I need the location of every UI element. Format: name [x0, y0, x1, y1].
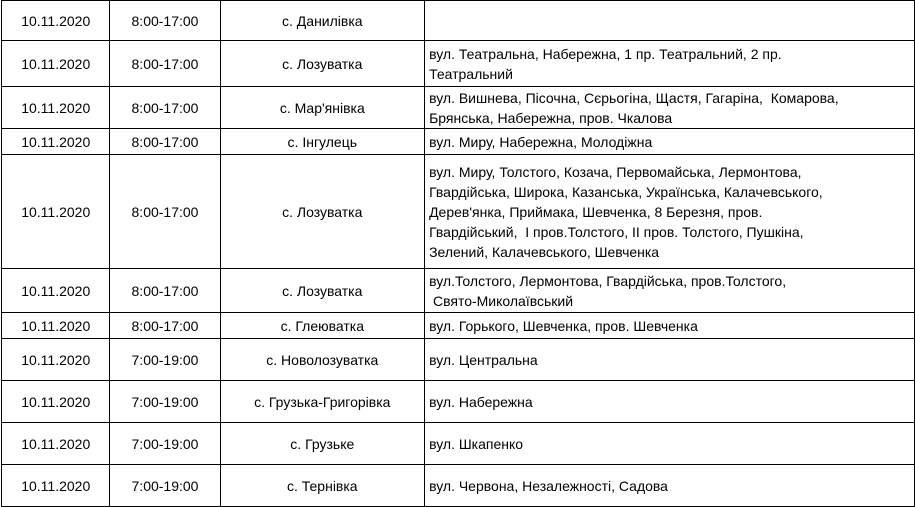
date-cell: 10.11.2020 [2, 1, 110, 41]
time-cell: 8:00-17:00 [110, 41, 220, 87]
streets-cell: вул. Театральна, Набережна, 1 пр. Театральний, 2 пр. Театральний [425, 41, 915, 87]
date-cell: 10.11.2020 [2, 313, 110, 339]
time-cell: 8:00-17:00 [110, 129, 220, 155]
streets-cell: вул. Набережна [425, 381, 915, 423]
table-row [2, 313, 915, 339]
table-row [2, 1, 915, 41]
place-cell: с. Інгулець [220, 129, 425, 155]
time-cell: 8:00-17:00 [110, 155, 220, 269]
streets-cell [425, 1, 915, 41]
time-cell: 7:00-19:00 [110, 339, 220, 381]
place-cell: с. Лозуватка [220, 269, 425, 313]
table-row [2, 41, 915, 87]
date-cell: 10.11.2020 [2, 41, 110, 87]
place-cell: с. Лозуватка [220, 155, 425, 269]
table-row [2, 339, 915, 381]
streets-cell: вул. Миру, Толстого, Козача, Первомайська, Лермонтова, Гвардійська, Широка, Казанська, Українська, Калачевського, Дерев'янка, Приймака, Шевченка, 8 Березня, пров. Гвардійський, І пров.Толстого, ІІ пров. Толстого, Пушкіна, Зелений, Калачевського, Шевченка [425, 155, 915, 269]
place-cell: с. Новолозуватка [220, 339, 425, 381]
streets-cell: вул.Толстого, Лермонтова, Гвардійська, пров.Толстого, Свято-Миколаївський [425, 269, 915, 313]
date-cell: 10.11.2020 [2, 87, 110, 129]
place-cell: с. Грузька-Григорівка [220, 381, 425, 423]
time-cell: 8:00-17:00 [110, 313, 220, 339]
streets-cell: вул. Вишнева, Пісочна, Сєрьогіна, Щастя, Гагаріна, Комарова, Брянська, Набережна, пров. Чкалова [425, 87, 915, 129]
table-row [2, 269, 915, 313]
time-cell: 7:00-19:00 [110, 465, 220, 507]
place-cell: с. Тернівка [220, 465, 425, 507]
streets-cell: вул. Червона, Незалежності, Садова [425, 465, 915, 507]
date-cell: 10.11.2020 [2, 155, 110, 269]
date-cell: 10.11.2020 [2, 465, 110, 507]
table-row [2, 465, 915, 507]
table-row [2, 381, 915, 423]
date-cell: 10.11.2020 [2, 129, 110, 155]
time-cell: 8:00-17:00 [110, 87, 220, 129]
table-row [2, 423, 915, 465]
streets-cell: вул. Центральна [425, 339, 915, 381]
place-cell: с. Мар'янівка [220, 87, 425, 129]
date-cell: 10.11.2020 [2, 269, 110, 313]
time-cell: 7:00-19:00 [110, 381, 220, 423]
time-cell: 8:00-17:00 [110, 269, 220, 313]
outage-schedule-table [1, 0, 915, 507]
table-row [2, 87, 915, 129]
streets-cell: вул. Миру, Набережна, Молодіжна [425, 129, 915, 155]
date-cell: 10.11.2020 [2, 423, 110, 465]
streets-cell: вул. Горького, Шевченка, пров. Шевченка [425, 313, 915, 339]
place-cell: с. Лозуватка [220, 41, 425, 87]
time-cell: 7:00-19:00 [110, 423, 220, 465]
date-cell: 10.11.2020 [2, 381, 110, 423]
place-cell: с. Глеюватка [220, 313, 425, 339]
time-cell: 8:00-17:00 [110, 1, 220, 41]
streets-cell: вул. Шкапенко [425, 423, 915, 465]
table-row [2, 155, 915, 269]
date-cell: 10.11.2020 [2, 339, 110, 381]
place-cell: с. Грузьке [220, 423, 425, 465]
table-row [2, 129, 915, 155]
place-cell: с. Данилівка [220, 1, 425, 41]
